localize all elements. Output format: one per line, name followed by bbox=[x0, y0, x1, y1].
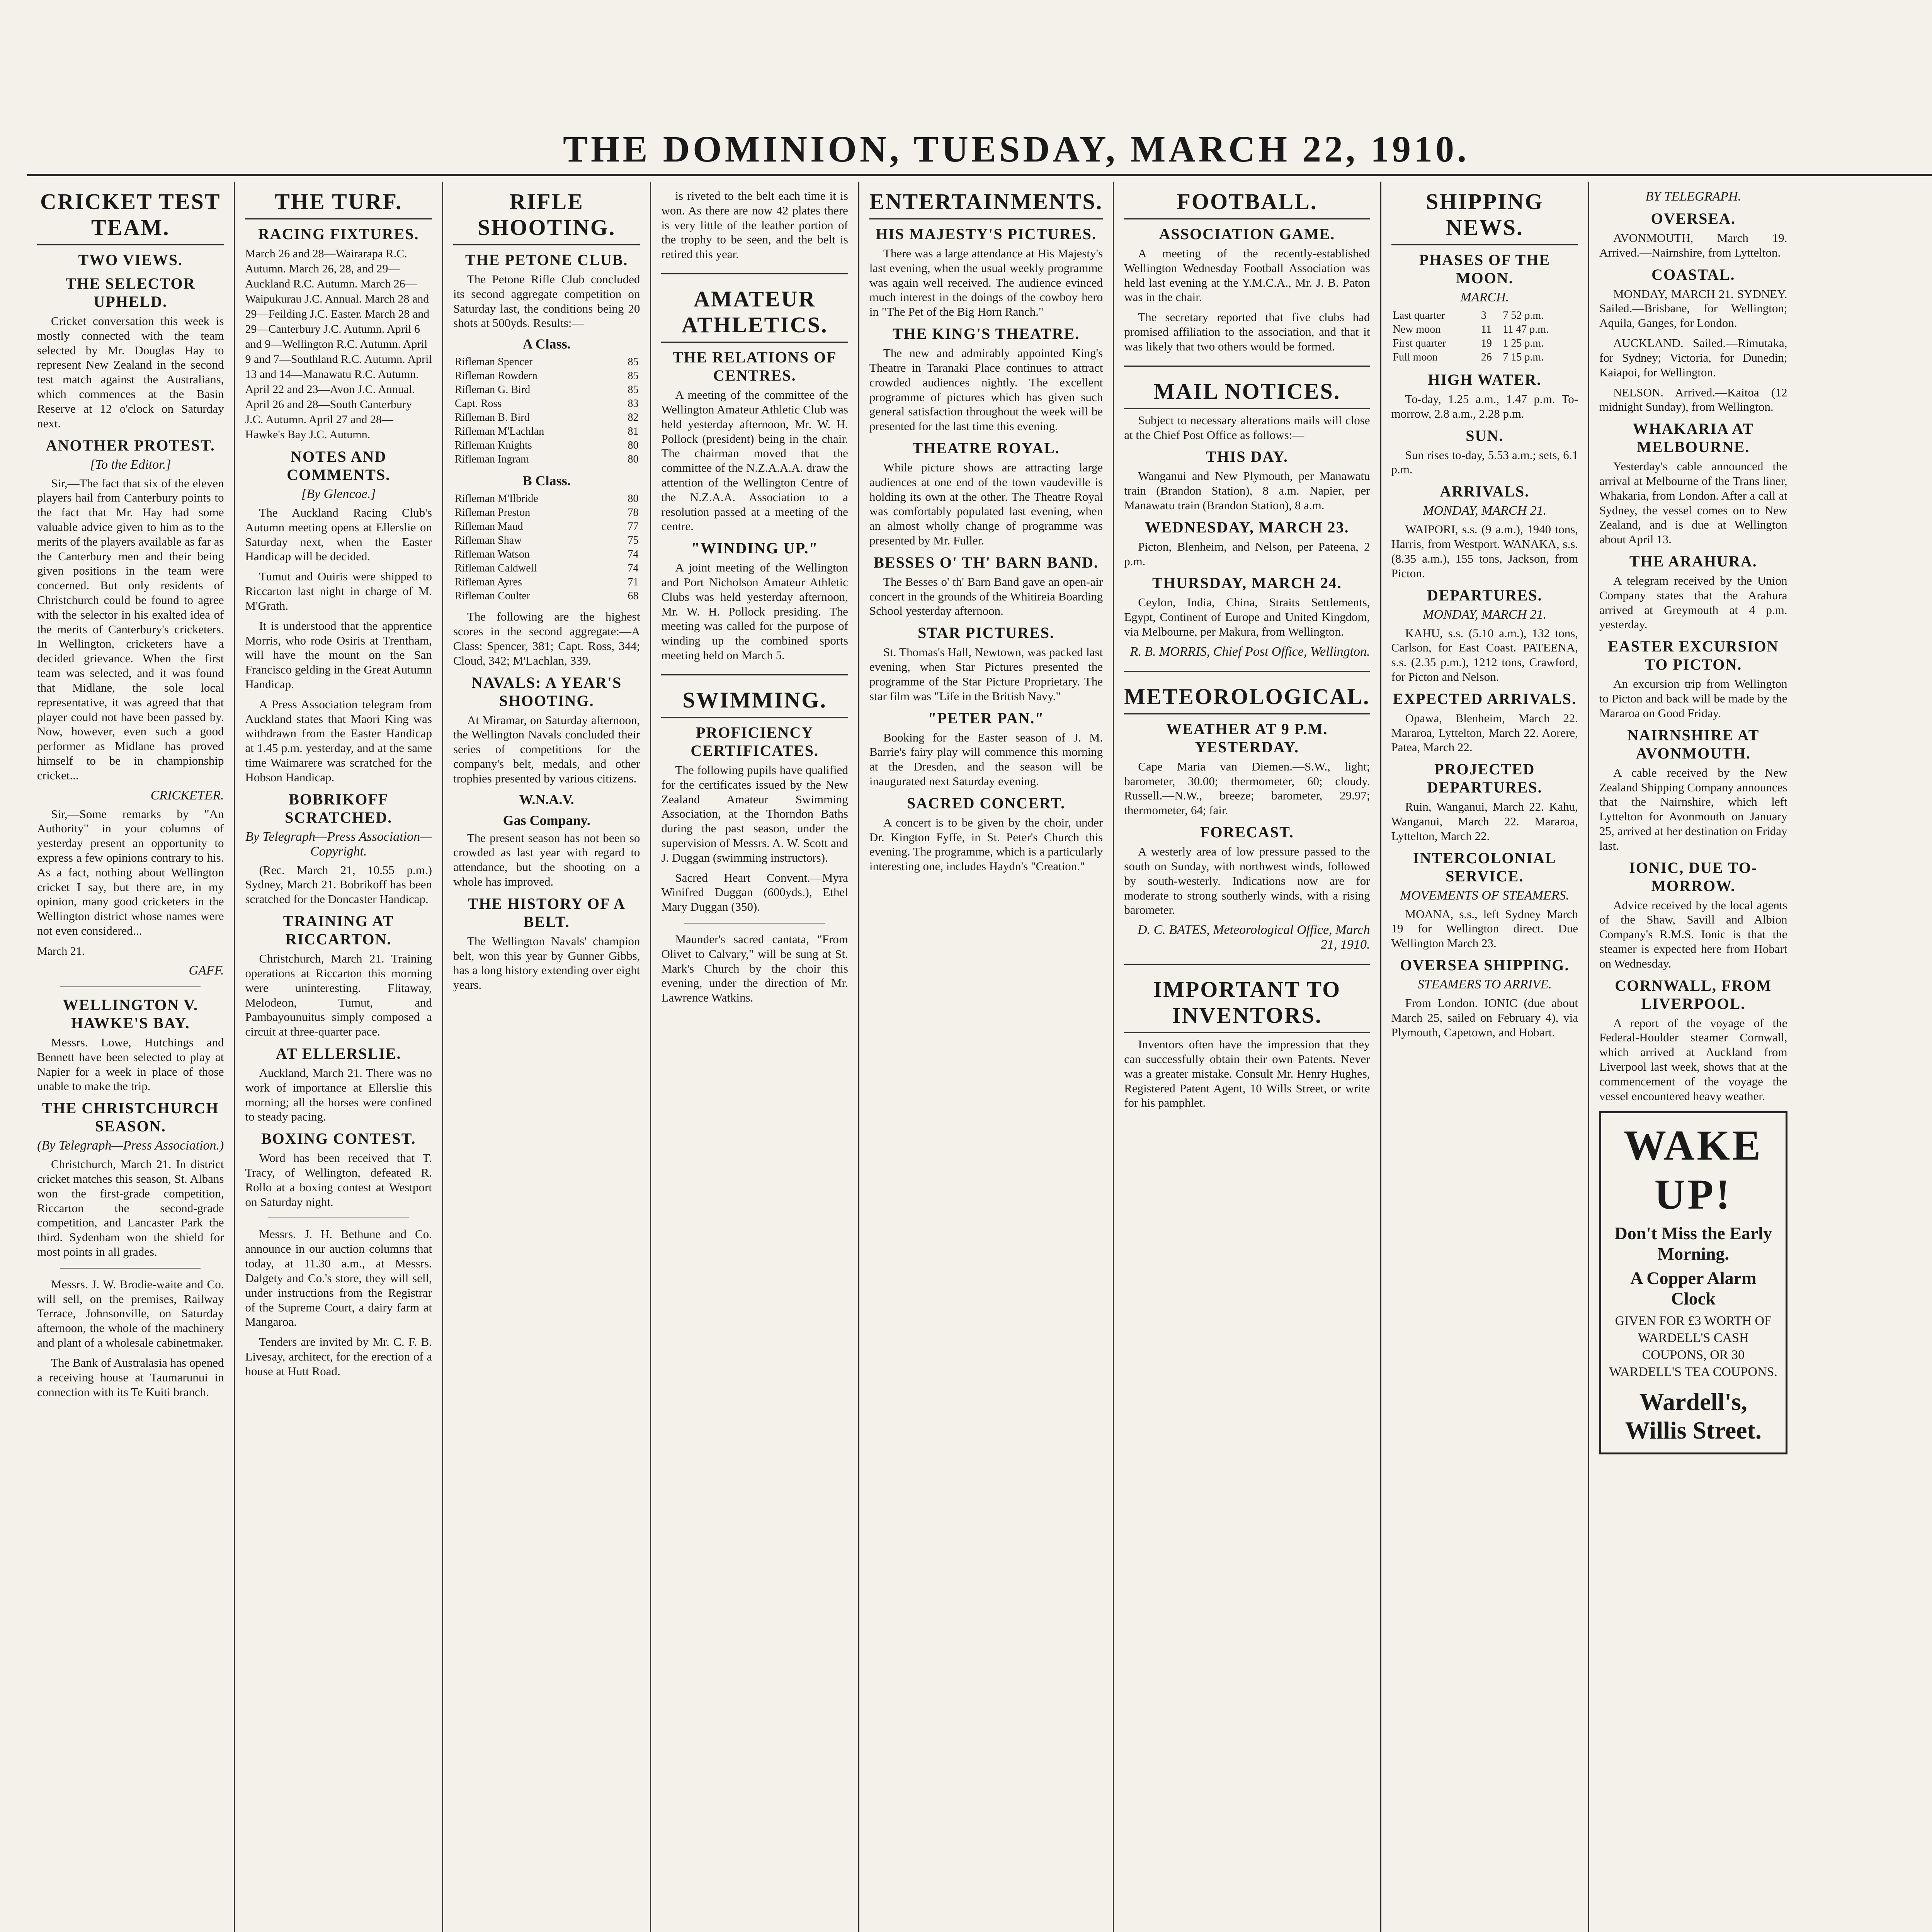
column-rifle-shooting bbox=[443, 182, 651, 1932]
competitor-name: Rifleman Coulter bbox=[454, 590, 531, 602]
class-heading: Gas Company. bbox=[503, 812, 590, 828]
results-table-b bbox=[453, 492, 640, 603]
article-paragraph: Opawa, Blenheim, March 22. Mararoa, Lyttelton, March 22. Aorere, Patea, March 22. bbox=[1391, 711, 1578, 754]
article-heading: ENTERTAINMENTS. bbox=[869, 189, 1103, 219]
article-subheading: "PETER PAN." bbox=[928, 709, 1044, 727]
moon-phase-day: 11 bbox=[1481, 323, 1492, 335]
article-subheading: WELLINGTON V. HAWKE'S BAY. bbox=[63, 996, 199, 1032]
moon-phase-name: Last quarter bbox=[1393, 310, 1445, 321]
column-turf bbox=[235, 182, 443, 1932]
article-subheading: BESSES O' TH' BARN BAND. bbox=[874, 553, 1099, 571]
competitor-score: 82 bbox=[628, 412, 639, 424]
table-row bbox=[453, 506, 640, 520]
divider bbox=[60, 986, 201, 987]
article-subheading: THE KING'S THEATRE. bbox=[892, 325, 1080, 343]
moon-phase-time: 1 25 p.m. bbox=[1503, 337, 1544, 349]
article-subheading: WEATHER AT 9 P.M. YESTERDAY. bbox=[1166, 720, 1328, 756]
article-paragraph: The Petone Rifle Club concluded its second aggregate competition on Saturday last, the conditions being 20 shots at 500yds. Results:— bbox=[453, 272, 640, 330]
article-paragraph: Messrs. J. W. Brodie-waite and Co. will sell, on the premises, Railway Terrace, Johnsonville, on Saturday afternoon, the whole of the machinery and plant of a wholesale cabinetmaker. bbox=[37, 1277, 224, 1350]
article-byline: MOVEMENTS OF STEAMERS. bbox=[1400, 888, 1569, 903]
article-paragraph: While picture shows are attracting large audiences at one end of the town vaudeville is holding its own at the other. The Theatre Royal was comfortably populated last evening, when an almost wholly change of programme was presented by Mr. Fuller. bbox=[869, 460, 1103, 547]
moon-phase-time: 7 52 p.m. bbox=[1503, 310, 1544, 321]
article-paragraph: To-day, 1.25 a.m., 1.47 p.m. To-morrow, 2.8 a.m., 2.28 p.m. bbox=[1391, 392, 1578, 420]
article-subheading: WEDNESDAY, MARCH 23. bbox=[1145, 518, 1349, 536]
competitor-score: 81 bbox=[628, 425, 639, 438]
date-label: MONDAY, MARCH 21. bbox=[1423, 503, 1547, 518]
divider bbox=[1124, 366, 1370, 367]
article-subheading: STAR PICTURES. bbox=[918, 624, 1055, 642]
moon-phase-time: 7 15 p.m. bbox=[1503, 351, 1544, 363]
table-row bbox=[1391, 323, 1578, 337]
moon-phases-table bbox=[1391, 309, 1578, 364]
letter-signature: CRICKETER. bbox=[150, 788, 224, 803]
article-paragraph: Messrs. Lowe, Hutchings and Bennett have been selected to play at Napier for a week in place of those unable to make the trip. bbox=[37, 1035, 224, 1093]
masthead bbox=[27, 124, 1932, 176]
article-paragraph: The secretary reported that five clubs had promised affiliation to the association, and that it was likely that two others would be formed. bbox=[1124, 310, 1370, 353]
article-subheading: EASTER EXCURSION TO PICTON. bbox=[1608, 638, 1779, 673]
article-subheading: NAIRNSHIRE AT AVONMOUTH. bbox=[1627, 726, 1760, 762]
article-subheading: OVERSEA SHIPPING. bbox=[1400, 956, 1570, 974]
article-paragraph: St. Thomas's Hall, Newtown, was packed last evening, when Star Pictures presented the programme of the Star Picture Proprietary. The star film was "Life in the British Navy." bbox=[869, 645, 1103, 703]
article-paragraph: A report of the voyage of the Federal-Houlder steamer Cornwall, which arrived at Auckland from Liverpool last week, shows that at the commencement of the voyage the vessel encountered heavy weather. bbox=[1599, 1016, 1787, 1103]
article-paragraph: Auckland, March 21. There was no work of importance at Ellerslie this morning; all the horses were confined to steady pacing. bbox=[245, 1066, 432, 1124]
class-heading: W.N.A.V. bbox=[519, 791, 574, 807]
article-paragraph: Sir,—Some remarks by "An Authority" in your columns of yesterday present an opportunity to express a few opinions contrary to his. As a fact, nothing about Wellington cricket I say, but there are, in my opinion, many good cricketers in the Wellington district whose names were not even considered... bbox=[37, 807, 224, 938]
ad-headline: WAKE UP! bbox=[1624, 1121, 1763, 1218]
article-paragraph: A meeting of the recently-established Wellington Wednesday Football Association was held last evening at the Y.M.C.A., Mr. J. B. Paton was in the chair. bbox=[1124, 247, 1370, 304]
article-paragraph: Christchurch, March 21. In district cricket matches this season, St. Albans won the first-grade competition, Riccarton the second-grade competition, and Lancaster Park the third. Sydenham won the shield for most points in all grades. bbox=[37, 1157, 224, 1259]
date-label: MONDAY, MARCH 21. bbox=[1423, 607, 1547, 622]
column-cricket bbox=[27, 182, 235, 1932]
article-subheading: THURSDAY, MARCH 24. bbox=[1152, 574, 1342, 592]
article-subheading: SUN. bbox=[1466, 427, 1504, 444]
article-subheading: ANOTHER PROTEST. bbox=[46, 436, 215, 454]
article-subheading: THE CHRISTCHURCH SEASON. bbox=[42, 1099, 219, 1135]
column-shipping-news bbox=[1381, 182, 1589, 1932]
page-title: THE DOMINION, TUESDAY, MARCH 22, 1910. bbox=[563, 128, 1470, 170]
competitor-score: 74 bbox=[628, 548, 639, 561]
article-subheading: IONIC, DUE TO-MORROW. bbox=[1629, 859, 1758, 895]
article-subheading: PHASES OF THE MOON. bbox=[1419, 251, 1550, 287]
competitor-name: Rifleman Ingram bbox=[454, 453, 529, 466]
article-paragraph: Subject to necessary alterations mails will close at the Chief Post Office as follows:— bbox=[1124, 413, 1370, 442]
columns bbox=[27, 182, 1932, 1932]
competitor-score: 85 bbox=[628, 384, 639, 396]
competitor-score: 80 bbox=[628, 439, 639, 452]
article-subheading: SACRED CONCERT. bbox=[906, 794, 1066, 812]
results-table-a bbox=[453, 355, 640, 466]
table-row bbox=[453, 411, 640, 425]
article-paragraph: Ruin, Wanganui, March 22. Kahu, Wanganui, March 22. Mararoa, Lyttelton, March 22. bbox=[1391, 800, 1578, 843]
month-label: MARCH. bbox=[1460, 290, 1509, 304]
competitor-name: Rifleman Watson bbox=[454, 548, 530, 561]
article-paragraph: A cable received by the New Zealand Shipping Company announces that the Nairnshire, which left Lyttelton for Avonmouth on January 25, arrived at her destination on Friday last. bbox=[1599, 765, 1787, 852]
letter-date: March 21. bbox=[37, 944, 85, 957]
letter-signature: GAFF. bbox=[189, 963, 224, 978]
table-row bbox=[453, 534, 640, 548]
article-paragraph: is riveted to the belt each time it is won. As there are now 42 plates there is very little of the leather portion of the trophy to be seen, and the belt is retired this year. bbox=[661, 189, 848, 261]
article-subheading: THEATRE ROYAL. bbox=[912, 439, 1060, 457]
competitor-score: 85 bbox=[628, 356, 639, 368]
table-row bbox=[453, 589, 640, 603]
article-subheading: THE HISTORY OF A BELT. bbox=[468, 895, 626, 930]
article-paragraph: The Besses o' th' Barn Band gave an open-air concert in the grounds of the Whitireia Boarding School yesterday afternoon. bbox=[869, 575, 1103, 618]
table-row bbox=[453, 425, 640, 439]
moon-phase-name: Full moon bbox=[1393, 351, 1438, 363]
article-subheading: NOTES AND COMMENTS. bbox=[287, 448, 391, 483]
article-heading: SWIMMING. bbox=[661, 687, 848, 718]
competitor-score: 83 bbox=[628, 398, 639, 410]
article-subheading: HIGH WATER. bbox=[1428, 371, 1542, 388]
article-paragraph: A concert is to be given by the choir, under Dr. Kington Fyffe, in St. Peter's Church this evening. The programme, which is a particularly interesting one, includes Haydn's "Creation." bbox=[869, 815, 1103, 873]
competitor-name: Rifleman Rowdern bbox=[454, 370, 537, 382]
article-paragraph: KAHU, s.s. (5.10 a.m.), 132 tons, Carlson, for East Coast. PATEENA, s.s. (2.35 p.m.), 1212 tons, Crawford, for Picton and Nelson. bbox=[1391, 626, 1578, 684]
moon-phase-name: New moon bbox=[1393, 323, 1441, 335]
competitor-name: Rifleman Ayres bbox=[454, 576, 522, 588]
competitor-name: Rifleman G. Bird bbox=[454, 384, 531, 396]
divider bbox=[1124, 671, 1370, 672]
article-heading: MAIL NOTICES. bbox=[1124, 378, 1370, 409]
article-heading: METEOROLOGICAL. bbox=[1124, 684, 1370, 714]
article-byline: By Telegraph—Press Association—Copyright. bbox=[245, 829, 432, 859]
class-heading: A Class. bbox=[522, 336, 571, 352]
ad-shop-name: Wardell's, Willis Street. bbox=[1625, 1388, 1762, 1444]
ad-offer: GIVEN FOR £3 WORTH OF WARDELL'S CASH COUPONS, OR 30 WARDELL'S TEA COUPONS. bbox=[1609, 1313, 1777, 1379]
article-paragraph: The Bank of Australasia has opened a receiving house at Taumarunui in connection with its Te Kuiti branch. bbox=[37, 1355, 224, 1399]
article-subheading: HIS MAJESTY'S PICTURES. bbox=[876, 225, 1097, 243]
moon-phase-name: First quarter bbox=[1393, 337, 1446, 349]
article-subheading: TWO VIEWS. bbox=[78, 251, 183, 269]
article-heading: IMPORTANT TO INVENTORS. bbox=[1124, 976, 1370, 1033]
article-subheading: ARRIVALS. bbox=[1440, 483, 1530, 500]
article-paragraph: Advice received by the local agents of the Shaw, Savill and Albion Company's R.M.S. Ionic is that the steamer is expected here from Hobart on Wednesday. bbox=[1599, 898, 1787, 970]
competitor-name: Rifleman M'Lachlan bbox=[454, 425, 544, 438]
article-paragraph: A meeting of the committee of the Wellington Amateur Athletic Club was held yesterday afternoon, Mr. W. H. Pollock (president) being in the chair. The chairman moved that the committee of the N.Z.A.A.A. draw the attention of the Wellington Centre of the N.Z.A.A. Association to a resolution passed at a meeting of the centre. bbox=[661, 388, 848, 533]
table-row bbox=[453, 492, 640, 506]
competitor-score: 80 bbox=[628, 453, 639, 466]
article-paragraph: A westerly area of low pressure passed to the south on Sunday, with northwest winds, followed by south-westerly. Indications now are for moderate to strong southerly winds, with a rising barometer. bbox=[1124, 845, 1370, 917]
article-paragraph: Cricket conversation this week is mostly connected with the team selected by Mr. Douglas Hay to represent New Zealand in the second test match against the Australians, which commences at the Basin Reserve at 12 o'clock on Saturday next. bbox=[37, 314, 224, 430]
article-heading: THE TURF. bbox=[245, 189, 432, 219]
article-paragraph: The following pupils have qualified for the certificates issued by the New Zealand Amateur Swimming Association, at the Thorndon Baths during the past season, under the supervision of Messrs. A. W. Scott and J. Duggan (swimming instructors). bbox=[661, 763, 848, 864]
article-subheading: EXPECTED ARRIVALS. bbox=[1393, 690, 1577, 707]
article-subheading: RACING FIXTURES. bbox=[258, 225, 419, 243]
competitor-score: 71 bbox=[628, 576, 639, 588]
article-subheading: THE RELATIONS OF CENTRES. bbox=[672, 349, 837, 384]
article-paragraph: Maunder's sacred cantata, "From Olivet to Calvary," will be sung at St. Mark's Church by the choir this evening, under the direction of Mr. Lawrence Watkins. bbox=[661, 932, 848, 1005]
divider bbox=[1124, 964, 1370, 965]
ad-product: A Copper Alarm Clock bbox=[1630, 1268, 1757, 1308]
competitor-name: Rifleman B. Bird bbox=[454, 412, 530, 424]
notice-signature: D. C. BATES, Meteorological Office, March 21, 1910. bbox=[1138, 923, 1370, 952]
competitor-name: Rifleman Spencer bbox=[454, 356, 533, 368]
article-paragraph: NELSON. Arrived.—Kaitoa (12 midnight Sunday), from Wellington. bbox=[1599, 385, 1787, 414]
table-row bbox=[1391, 337, 1578, 350]
divider bbox=[661, 674, 848, 675]
competitor-score: 74 bbox=[628, 562, 639, 575]
article-subheading: OVERSEA. bbox=[1651, 210, 1736, 227]
article-paragraph: A joint meeting of the Wellington and Port Nicholson Amateur Athletic Clubs was held yesterday afternoon, Mr. W. H. Pollock presiding. The meeting was called for the purpose of winding up the combined sports meeting held on March 5. bbox=[661, 561, 848, 662]
table-row bbox=[453, 355, 640, 369]
article-subheading: BOBRIKOFF SCRATCHED. bbox=[285, 790, 393, 826]
article-paragraph: AUCKLAND. Sailed.—Rimutaka, for Sydney; Victoria, for Dunedin; Kaiapoi, for Wellington. bbox=[1599, 336, 1787, 379]
moon-phase-day: 19 bbox=[1481, 337, 1492, 349]
column-athletics bbox=[651, 182, 859, 1932]
competitor-score: 68 bbox=[628, 590, 639, 602]
competitor-name: Rifleman Preston bbox=[454, 507, 531, 519]
class-heading: B Class. bbox=[522, 473, 571, 489]
table-row bbox=[1391, 350, 1578, 364]
divider bbox=[661, 273, 848, 274]
article-byline: BY TELEGRAPH. bbox=[1645, 189, 1741, 204]
article-paragraph: An excursion trip from Wellington to Picton and back will be made by the Mararoa on Good Friday. bbox=[1599, 677, 1787, 720]
article-paragraph: Sacred Heart Convent.—Myra Winifred Duggan (600yds.), Ethel Mary Duggan (350). bbox=[661, 871, 848, 914]
column-entertainments bbox=[859, 182, 1114, 1932]
article-byline: [By Glencoe.] bbox=[301, 487, 376, 501]
competitor-name: Rifleman M'Ilbride bbox=[454, 493, 538, 505]
article-paragraph: The new and admirably appointed King's Theatre in Taranaki Place continues to attract crowded audiences nightly. The excellent programme of pictures which has given such general satisfaction throughout the week will be presented for the last time this evening. bbox=[869, 346, 1103, 433]
article-paragraph: Sir,—The fact that six of the eleven players hail from Canterbury points to the fact that Mr. Hay had some valuable advice given to him as to the merits of the players available as far as the Canterbury men and their being given positions in the team were concerned. But only residents of Christchurch could be found to agree with the selector in his exalted idea of the merits of Canterbury's cricketers. In Wellington, cricketers have a decided grievance. When the first team was selected, and it was found that Midlane, the sole local representative, it was agreed that that player could not have been passed by. Now, however, even such a good performer as Midlane has proved himself to be in championship cricket... bbox=[37, 476, 224, 782]
column-football bbox=[1114, 182, 1381, 1932]
article-subheading: PROFICIENCY CERTIFICATES. bbox=[690, 723, 819, 759]
article-subheading: DEPARTURES. bbox=[1427, 586, 1543, 604]
table-row bbox=[453, 575, 640, 589]
article-heading: CRICKET TEST TEAM. bbox=[37, 189, 224, 245]
article-paragraph: Booking for the Easter season of J. M. Barrie's fairy play will commence this morning at the Dresden, and the season will be inaugurated next Saturday evening. bbox=[869, 730, 1103, 788]
moon-phase-day: 3 bbox=[1481, 310, 1486, 321]
competitor-score: 77 bbox=[628, 520, 639, 533]
competitor-name: Capt. Ross bbox=[454, 398, 502, 410]
article-paragraph: MOANA, s.s., left Sydney March 19 for Wellington direct. Due Wellington March 23. bbox=[1391, 907, 1578, 950]
table-row bbox=[453, 548, 640, 561]
table-row bbox=[453, 520, 640, 534]
article-paragraph: The following are the highest scores in the second aggregate:—A Class: Spencer, 381; Capt. Ross, 344; Cloud, 342; M'Lachlan, 339. bbox=[453, 610, 640, 667]
article-paragraph: The Auckland Racing Club's Autumn meeting opens at Ellerslie on Saturday next, when the Easter Handicap will be decided. bbox=[245, 506, 432, 563]
article-byline: (By Telegraph—Press Association.) bbox=[37, 1138, 224, 1153]
article-paragraph: Ceylon, India, China, Straits Settlements, Egypt, Continent of Europe and United Kingdom, via Melbourne, per Makura, from Wellington. bbox=[1124, 595, 1370, 638]
article-subheading: BOXING CONTEST. bbox=[261, 1130, 416, 1148]
table-row bbox=[453, 397, 640, 411]
article-subheading: THIS DAY. bbox=[1206, 448, 1288, 466]
article-subheading: THE SELECTOR UPHELD. bbox=[65, 275, 196, 310]
competitor-score: 78 bbox=[628, 507, 639, 519]
table-row bbox=[453, 369, 640, 383]
article-byline: STEAMERS TO ARRIVE. bbox=[1417, 977, 1552, 992]
article-paragraph: MONDAY, MARCH 21. SYDNEY. Sailed.—Brisbane, for Wellington; Aquila, Ganges, for London. bbox=[1599, 287, 1787, 330]
ad-tagline: Don't Miss the Early Morning. bbox=[1614, 1223, 1772, 1264]
competitor-score: 75 bbox=[628, 534, 639, 547]
article-subheading: ASSOCIATION GAME. bbox=[1159, 225, 1335, 243]
article-paragraph: The Wellington Navals' champion belt, won this year by Gunner Gibbs, has a long history extending over eight years. bbox=[453, 934, 640, 992]
table-row bbox=[453, 439, 640, 452]
article-subheading: AT ELLERSLIE. bbox=[276, 1044, 401, 1062]
article-byline: [To the Editor.] bbox=[90, 457, 171, 472]
competitor-name: Rifleman Caldwell bbox=[454, 562, 537, 575]
article-paragraph: Yesterday's cable announced the arrival at Melbourne of the Trans liner, Whakaria, from London. After a call at Sydney, the vessel comes on to New Zealand, and is due at Wellington about April 13. bbox=[1599, 459, 1787, 546]
article-subheading: NAVALS: A YEAR'S SHOOTING. bbox=[471, 673, 622, 709]
article-paragraph: AVONMOUTH, March 19. Arrived.—Nairnshire, from Lyttelton. bbox=[1599, 231, 1787, 259]
article-paragraph: Inventors often have the impression that they can successfully obtain their own Patents. Never was a greater mistake. Consult Mr. Henry Hughes, Registered Patent Agent, 10 Wills Street, or write for his pamphlet. bbox=[1124, 1037, 1370, 1110]
article-paragraph: There was a large attendance at His Majesty's last evening, when the usual weekly programme was again well received. The audience evinced much interest in the doings of the cowboy hero in "The Pet of the Big Horn Ranch." bbox=[869, 247, 1103, 319]
article-paragraph: Wanganui and New Plymouth, per Manawatu train (Brandon Station), 8 a.m. Napier, per Manawatu train (Brandon Station), 8 a.m. bbox=[1124, 469, 1370, 512]
table-row bbox=[453, 452, 640, 466]
article-paragraph: A telegram received by the Union Company states that the Arahura arrived at Greymouth at 4 p.m. yesterday. bbox=[1599, 574, 1787, 631]
notice-signature: R. B. MORRIS, Chief Post Office, Wellington. bbox=[1130, 644, 1370, 659]
article-subheading: FORECAST. bbox=[1200, 823, 1294, 841]
competitor-score: 85 bbox=[628, 370, 639, 382]
article-subheading: COASTAL. bbox=[1651, 265, 1735, 283]
article-paragraph: Word has been received that T. Tracy, of Wellington, defeated R. Rollo at a boxing contest at Westport on Saturday night. bbox=[245, 1151, 432, 1209]
article-heading: SHIPPING NEWS. bbox=[1391, 189, 1578, 245]
article-subheading: "WINDING UP." bbox=[691, 539, 818, 557]
article-heading: AMATEUR ATHLETICS. bbox=[661, 286, 848, 343]
competitor-name: Rifleman Knights bbox=[454, 439, 532, 452]
article-subheading: CORNWALL, FROM LIVERPOOL. bbox=[1615, 976, 1772, 1012]
alarm-clock-advertisement bbox=[1599, 1111, 1787, 1455]
article-heading: RIFLE SHOOTING. bbox=[453, 189, 640, 245]
article-paragraph: At Miramar, on Saturday afternoon, the Wellington Navals concluded their series of competitions for the company's belt, medals, and other trophies presented by various citizens. bbox=[453, 713, 640, 785]
article-paragraph: Tumut and Ouiris were shipped to Riccarton last night in charge of M. M'Grath. bbox=[245, 570, 432, 612]
moon-phase-day: 26 bbox=[1481, 351, 1492, 363]
column-telegraph-shipping bbox=[1589, 182, 1797, 1932]
article-paragraph: It is understood that the apprentice Morris, who rode Osiris at Trentham, will have the mount on the San Francisco gelding in the Great Autumn Handicap. bbox=[245, 619, 432, 691]
table-row bbox=[1391, 309, 1578, 323]
article-paragraph: (Rec. March 21, 10.55 p.m.) Sydney, March 21. Bobrikoff has been scratched for the Doncaster Handicap. bbox=[245, 863, 432, 906]
article-paragraph: WAIPORI, s.s. (9 a.m.), 1940 tons, Harris, from Westport. WANAKA, s.s. (8.35 a.m.), 155 tons, Jackson, from Picton. bbox=[1391, 522, 1578, 580]
article-paragraph: Picton, Blenheim, and Nelson, per Pateena, 2 p.m. bbox=[1124, 539, 1370, 568]
article-paragraph: Messrs. J. H. Bethune and Co. announce in our auction columns that today, at 11.30 a.m., at Messrs. Dalgety and Co.'s store, they will sell, under instructions from the Registrar of the Supreme Court, a dairy farm at Mangaroa. bbox=[245, 1227, 432, 1329]
article-subheading: WHAKARIA AT MELBOURNE. bbox=[1633, 420, 1754, 456]
competitor-score: 80 bbox=[628, 493, 639, 505]
article-paragraph: Christchurch, March 21. Training operations at Riccarton this morning were uninteresting. Flitaway, Melodeon, Tumut, and Pambayounuitus simply composed a circuit at three-quarter pace. bbox=[245, 952, 432, 1039]
competitor-name: Rifleman Maud bbox=[454, 520, 523, 533]
article-subheading: TRAINING AT RICCARTON. bbox=[283, 912, 394, 948]
article-paragraph: Cape Maria van Diemen.—S.W., light; barometer, 30.00; thermometer, 60; cloudy. Russell.—N.W., breeze; barometer, 29.97; thermometer, 64; fair. bbox=[1124, 759, 1370, 817]
competitor-name: Rifleman Shaw bbox=[454, 534, 522, 547]
divider bbox=[60, 1268, 201, 1269]
table-row bbox=[453, 561, 640, 575]
article-paragraph: Sun rises to-day, 5.53 a.m.; sets, 6.1 p.m. bbox=[1391, 448, 1578, 476]
article-heading: FOOTBALL. bbox=[1124, 189, 1370, 219]
article-subheading: THE ARAHURA. bbox=[1629, 553, 1757, 570]
article-subheading: PROJECTED DEPARTURES. bbox=[1427, 760, 1543, 796]
article-paragraph: The present season has not been so crowded as last year with regard to attendance, but the shooting on a whole has improved. bbox=[453, 831, 640, 888]
article-paragraph: Tenders are invited by Mr. C. F. B. Livesay, architect, for the erection of a house at Hutt Road. bbox=[245, 1335, 432, 1378]
moon-phase-time: 11 47 p.m. bbox=[1503, 323, 1549, 335]
article-subheading: INTERCOLONIAL SERVICE. bbox=[1413, 849, 1556, 885]
article-paragraph: From London. IONIC (due about March 25, sailed on February 4), via Plymouth, Capetown, and Hobart. bbox=[1391, 996, 1578, 1039]
article-subheading: THE PETONE CLUB. bbox=[465, 251, 628, 269]
article-paragraph: A Press Association telegram from Auckland states that Maori King was withdrawn from the Easter Handicap at 1.45 p.m. yesterday, and at the same time Waimarere was scratched for the Hobson Handicap. bbox=[245, 697, 432, 784]
table-row bbox=[453, 383, 640, 397]
racing-fixtures: March 26 and 28—Wairarapa R.C. Autumn. March 26, 28, and 29—Auckland R.C. Autumn. March 26—Waipukurau J.C. Annual. March 28 and 29—Feilding J.C. Easter. March 28 and 29—Canterbury J.C. Autumn. April 6 and 9—Wellington R.C. Autumn. April 9 and 7—Southland R.C. Autumn. April 13 and 14—Manawatu R.C. Autumn. April 22 and 23—Avon J.C. Annual. April 26 and 28—South Canterbury J.C. Autumn. April 27 and 28—Hawke's Bay J.C. Autumn. bbox=[245, 247, 432, 441]
